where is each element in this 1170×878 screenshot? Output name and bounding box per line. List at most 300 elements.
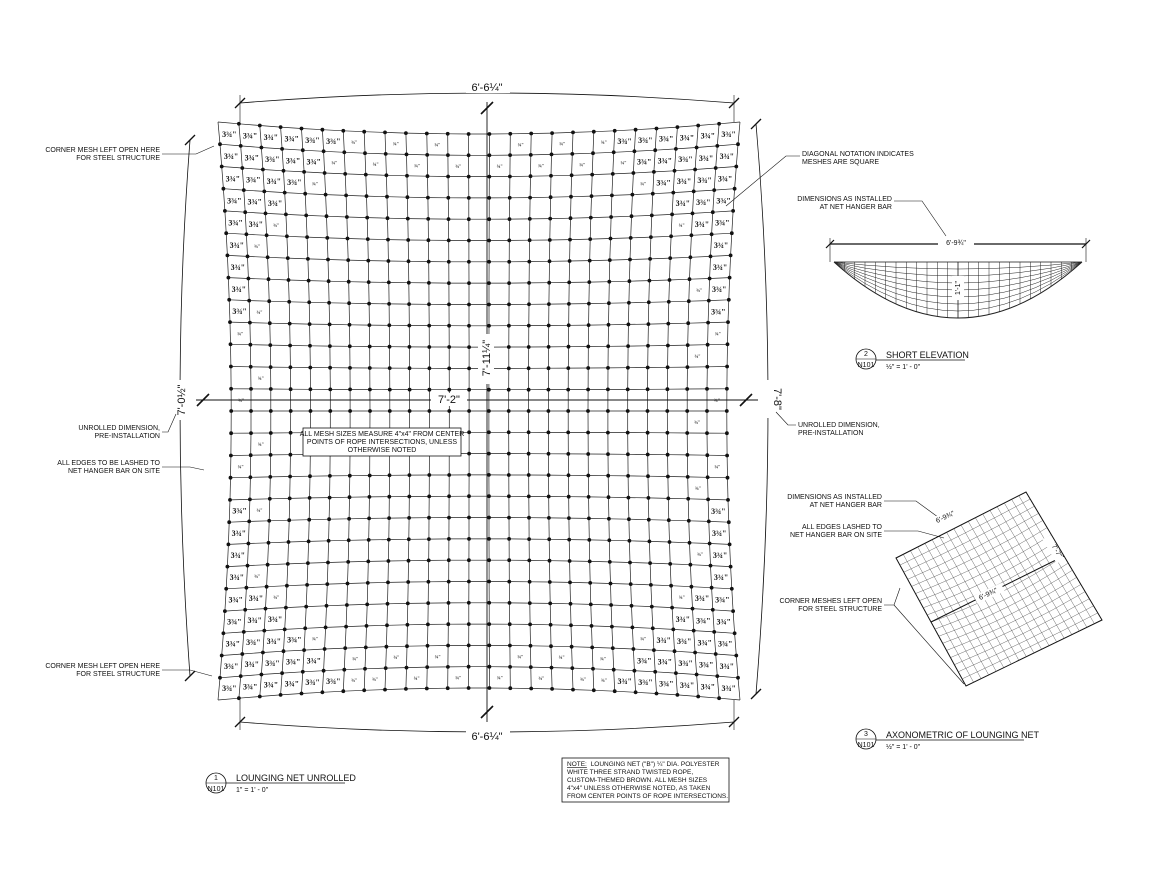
mesh-size-mark: ¾" (312, 637, 318, 643)
net-node (587, 302, 591, 306)
net-node (528, 623, 532, 627)
mesh-size-mark: 3¾" (227, 196, 242, 206)
axo-annotation-corners-line-2: FOR STEEL STRUCTURE (798, 606, 882, 613)
mesh-size-mark: 3¾" (716, 617, 731, 627)
net-node (705, 453, 709, 457)
net-node (405, 174, 409, 178)
net-node (365, 194, 369, 198)
mesh-size-mark: 3¾" (719, 152, 735, 162)
net-node (467, 239, 471, 243)
net-node (407, 259, 411, 263)
net-node (689, 563, 693, 567)
net-node (507, 388, 511, 392)
net-node (388, 473, 392, 477)
net-node (407, 559, 411, 563)
mesh-size-mark: 3¾" (244, 153, 260, 163)
net-node (528, 217, 532, 221)
net-mesh-size-marks (222, 130, 736, 693)
net-node (267, 299, 271, 303)
net-node (245, 232, 249, 236)
net-node (527, 473, 531, 477)
net-node (726, 498, 730, 502)
mesh-size-mark: 3¾" (697, 638, 712, 648)
plan-title: LOUNGING NET UNROLLED (236, 773, 356, 783)
net-node (280, 671, 284, 675)
net-node (487, 580, 491, 584)
net-node (566, 366, 570, 370)
net-node (609, 582, 613, 586)
net-node (647, 300, 651, 304)
net-node (385, 645, 389, 649)
net-node (710, 586, 714, 590)
mesh-size-mark: 3¾" (244, 660, 260, 670)
mesh-size-mark: 3¾" (636, 157, 652, 167)
net-node (626, 344, 630, 348)
mesh-size-mark: 3¾" (287, 635, 302, 645)
net-node (671, 628, 675, 632)
net-node (427, 302, 431, 306)
mesh-size-mark: ¾" (372, 163, 379, 169)
net-node (586, 409, 590, 413)
net-node (527, 409, 531, 413)
plan-bottom-dimension: 6'-6¼" (471, 731, 503, 743)
annotation-edges-left-line-2: NET HANGER BAR ON SITE (67, 468, 160, 475)
net-node (646, 344, 650, 348)
mesh-size-mark: 3¾" (711, 307, 726, 317)
net-node (487, 494, 491, 498)
mesh-size-mark: ¾" (256, 509, 263, 515)
net-node (384, 666, 388, 670)
mesh-size-mark: ¾" (601, 679, 607, 684)
net-node (529, 132, 533, 136)
net-node (508, 196, 512, 200)
net-node (324, 626, 328, 630)
net-node (308, 322, 312, 326)
net-node (487, 601, 491, 605)
net-node (727, 298, 731, 302)
net-node (467, 558, 471, 562)
net-node (303, 192, 307, 196)
net-node (610, 194, 614, 198)
net-node (308, 344, 312, 348)
net-rope-row (220, 144, 738, 155)
net-node (467, 367, 471, 371)
net-node (728, 276, 732, 280)
net-node (670, 213, 674, 217)
net-node (569, 623, 573, 627)
net-node (628, 561, 632, 565)
mesh-size-mark: 3¾" (223, 152, 239, 162)
net-node (648, 257, 652, 261)
net-node (707, 299, 711, 303)
net-node (322, 669, 326, 673)
mesh-size-mark: ¾" (714, 399, 720, 404)
net-node (611, 646, 615, 650)
net-node (328, 366, 332, 370)
net-node (613, 129, 617, 133)
net-node (507, 580, 511, 584)
mesh-size-mark: 3¾" (717, 174, 733, 184)
net-node (343, 646, 347, 650)
net-node (268, 343, 272, 347)
mesh-size-mark: 3¾" (265, 658, 280, 668)
net-rope-row (226, 582, 732, 589)
net-node (550, 666, 554, 670)
mesh-size-mark: ¾" (640, 637, 646, 643)
net-node (527, 452, 531, 456)
mesh-size-mark: 3¾" (225, 174, 241, 184)
net-node (687, 519, 691, 523)
net-rope-row (231, 475, 728, 478)
net-node (425, 665, 429, 669)
net-node (587, 280, 591, 284)
net-node (288, 475, 292, 479)
net-node (258, 124, 262, 128)
net-node (547, 516, 551, 520)
net-node (227, 543, 231, 547)
net-node (226, 254, 230, 258)
mesh-size-mark: ¾" (434, 655, 441, 661)
net-node (447, 409, 451, 413)
net-node (385, 195, 389, 199)
annotation-unrolled-right-line-1: UNROLLED DIMENSION, (798, 422, 880, 429)
net-node (668, 540, 672, 544)
net-node (284, 606, 288, 610)
net-node (607, 301, 611, 305)
net-node (385, 173, 389, 177)
net-node (488, 132, 492, 136)
mesh-size-mark: ¾" (413, 677, 420, 682)
mesh-size-mark: 3¾" (248, 219, 264, 229)
net-node (633, 669, 637, 673)
net-node (712, 630, 716, 634)
net-node (325, 214, 329, 218)
net-node (646, 366, 650, 370)
mesh-size-mark: 3¾" (305, 678, 320, 688)
net-node (666, 475, 670, 479)
net-node (344, 625, 348, 629)
net-node (547, 537, 551, 541)
net-node (268, 475, 272, 479)
net-node (343, 172, 347, 176)
net-node (687, 299, 691, 303)
net-rope-row (228, 539, 729, 545)
net-node (689, 255, 693, 259)
net-node (279, 693, 283, 697)
net-node (368, 474, 372, 478)
net-node (606, 366, 610, 370)
net-node (289, 453, 293, 457)
net-node (287, 278, 291, 282)
net-node (695, 673, 699, 677)
net-node (696, 124, 700, 128)
mesh-size-mark: 3¾" (223, 661, 239, 671)
net-node (282, 649, 286, 653)
mesh-size-mark: ¾" (694, 355, 701, 360)
net-node (717, 696, 721, 700)
net-node (487, 622, 491, 626)
mesh-size-mark: ¾" (538, 677, 545, 682)
net-node (666, 497, 670, 501)
net-node (685, 409, 689, 413)
net-node (705, 409, 709, 413)
net-node (348, 495, 352, 499)
net-node (630, 604, 634, 608)
net-rope-row (227, 560, 730, 566)
mesh-size-mark: 3¾" (656, 178, 671, 188)
net-node (467, 622, 471, 626)
mesh-size-mark: ¾" (273, 223, 280, 229)
net-node (249, 409, 253, 413)
net-node (570, 173, 574, 177)
net-node (467, 324, 471, 328)
net-node (606, 344, 610, 348)
net-node (507, 473, 511, 477)
mesh-size-mark: 3¾" (326, 677, 341, 686)
net-node (368, 388, 372, 392)
net-node (686, 475, 690, 479)
annotation-corner-bottom-left-line-1: CORNER MESH LEFT OPEN HERE (45, 663, 160, 670)
general-note-heading: NOTE: (567, 761, 587, 768)
net-node (348, 409, 352, 413)
net-node (322, 149, 326, 153)
net-node (229, 454, 233, 458)
net-node (570, 666, 574, 670)
net-node (321, 128, 325, 132)
net-node (729, 565, 733, 569)
net-node (304, 605, 308, 609)
mesh-size-mark: 3¾" (713, 240, 729, 250)
net-node (527, 345, 531, 349)
net-node (508, 217, 512, 221)
net-node (223, 209, 227, 213)
plan-center-vertical-dimension: 7'-11¼" (481, 339, 493, 377)
net-node (627, 496, 631, 500)
net-node (288, 322, 292, 326)
mesh-size-mark: 3¾" (263, 133, 279, 143)
net-node (550, 153, 554, 157)
net-node (467, 281, 471, 285)
mesh-size-mark: 3¾" (617, 677, 632, 686)
net-node (695, 146, 699, 150)
net-node (467, 516, 471, 520)
net-node (467, 175, 471, 179)
mesh-size-mark: 3¾" (232, 307, 247, 317)
net-node (650, 214, 654, 218)
net-node (609, 215, 613, 219)
net-node (647, 496, 651, 500)
net-node (706, 321, 710, 325)
net-node (691, 212, 695, 216)
mesh-size-mark: 3¾" (285, 657, 301, 667)
net-node (507, 430, 511, 434)
net-node (428, 388, 432, 392)
mesh-size-mark: 3¾" (713, 573, 729, 583)
mesh-size-note-line-1: ALL MESH SIZES MEASURE 4"x4" FROM CENTER (299, 431, 465, 438)
mesh-size-mark: 3¾" (287, 178, 302, 188)
net-node (609, 603, 613, 607)
net-node (487, 644, 491, 648)
mesh-size-mark: ¾" (312, 182, 318, 188)
net-node (342, 668, 346, 672)
net-node (307, 540, 311, 544)
net-node (286, 256, 290, 260)
annotation-unrolled-left-line-1: UNROLLED DIMENSION, (78, 425, 160, 432)
net-node (549, 623, 553, 627)
net-node (362, 130, 366, 134)
net-node (706, 343, 710, 347)
net-node (446, 686, 450, 690)
net-node (649, 583, 653, 587)
net-node (249, 365, 253, 369)
net-node (228, 498, 232, 502)
mesh-size-mark: 3¾" (229, 240, 245, 250)
net-node (240, 652, 244, 656)
mesh-size-mark: 3¾" (711, 528, 727, 538)
net-node (586, 431, 590, 435)
net-node (327, 279, 331, 283)
net-node (305, 235, 309, 239)
net-node (266, 563, 270, 567)
net-node (652, 648, 656, 652)
net-node (527, 495, 531, 499)
net-node (427, 260, 431, 264)
mesh-size-mark: ¾" (351, 679, 358, 684)
net-node (606, 452, 610, 456)
net-node (586, 366, 590, 370)
mesh-size-mark: 3¾" (326, 137, 341, 146)
net-node (725, 454, 729, 458)
net-rope-row (228, 278, 729, 284)
mesh-size-mark: 3¾" (679, 680, 695, 690)
net-node (568, 559, 572, 563)
net-node (427, 516, 431, 520)
net-node (566, 452, 570, 456)
plan-top-dimension-line (240, 93, 734, 103)
net-node (388, 345, 392, 349)
axo-short-top-dimension: 6'-9¾" (934, 510, 956, 525)
net-node (300, 127, 304, 131)
net-node (666, 322, 670, 326)
axo-long-dimension: 7'-7" (1049, 543, 1063, 560)
net-node (246, 255, 250, 259)
net-node (606, 474, 610, 478)
net-node (220, 654, 224, 658)
net-node (427, 580, 431, 584)
net-node (258, 695, 262, 699)
mesh-size-mark: 3¾" (284, 134, 299, 144)
net-node (405, 153, 409, 157)
net-node (507, 537, 511, 541)
net-node (328, 323, 332, 327)
net-node (367, 280, 371, 284)
net-node (408, 409, 412, 413)
plan-left-dimension: 7'-0½" (176, 384, 188, 416)
net-node (347, 517, 351, 521)
net-node (467, 473, 471, 477)
net-node (285, 584, 289, 588)
net-node (237, 122, 241, 126)
net-node (347, 538, 351, 542)
net-node (386, 581, 390, 585)
net-node (408, 473, 412, 477)
net-node (631, 626, 635, 630)
net-node (344, 194, 348, 198)
net-node (366, 581, 370, 585)
net-node (669, 584, 673, 588)
net-node (260, 673, 264, 677)
net-node (626, 474, 630, 478)
net-node (715, 144, 719, 148)
net-node (549, 644, 553, 648)
net-rope-row (230, 322, 728, 326)
net-node (306, 257, 310, 261)
mesh-size-mark: ¾" (538, 164, 544, 170)
general-note-line-2: WHITE THREE STRAND TWISTED ROPE, (567, 769, 694, 776)
net-node (249, 343, 253, 347)
net-node (386, 602, 390, 606)
mesh-size-mark: ¾" (254, 244, 260, 250)
net-node (725, 387, 729, 391)
net-node (300, 692, 304, 696)
net-node (487, 260, 491, 264)
mesh-size-mark: 3¾" (656, 635, 671, 645)
net-node (467, 665, 471, 669)
net-node (590, 194, 594, 198)
mesh-size-mark: 3¾" (231, 528, 247, 538)
net-node (733, 187, 737, 191)
net-node (363, 667, 367, 671)
net-node (363, 151, 367, 155)
net-node (708, 542, 712, 546)
net-node (446, 153, 450, 157)
net-node (348, 323, 352, 327)
net-node (646, 453, 650, 457)
net-node (674, 671, 678, 675)
net-node (634, 690, 638, 694)
net-node (447, 580, 451, 584)
mesh-size-mark: ¾" (455, 164, 462, 170)
mesh-size-note-line-2: POINTS OF ROPE INTERSECTIONS, UNLESS (306, 439, 458, 446)
net-node (711, 608, 715, 612)
net-node (247, 277, 251, 281)
mesh-size-mark: 3¾" (698, 660, 714, 670)
mesh-size-mark: ¾" (273, 596, 280, 602)
net-node (265, 233, 269, 237)
net-node (328, 474, 332, 478)
mesh-size-mark: ¾" (331, 161, 338, 167)
net-node (289, 387, 293, 391)
net-node (249, 475, 253, 479)
elevation-annotation-line-1: DIMENSIONS AS INSTALLED (797, 196, 892, 203)
net-node (286, 562, 290, 566)
net-node (626, 452, 630, 456)
net-node (607, 538, 611, 542)
mesh-size-mark: 3¾" (719, 661, 735, 671)
net-node (685, 387, 689, 391)
net-node (612, 150, 616, 154)
net-node (686, 321, 690, 325)
net-node (385, 623, 389, 627)
net-node (406, 580, 410, 584)
net-node (229, 365, 233, 369)
mesh-size-mark: 3¾" (617, 137, 632, 146)
net-node (404, 131, 408, 135)
net-node (323, 647, 327, 651)
mesh-size-mark: 3¾" (675, 615, 691, 625)
mesh-size-mark: ¾" (352, 657, 358, 663)
net-node (428, 366, 432, 370)
